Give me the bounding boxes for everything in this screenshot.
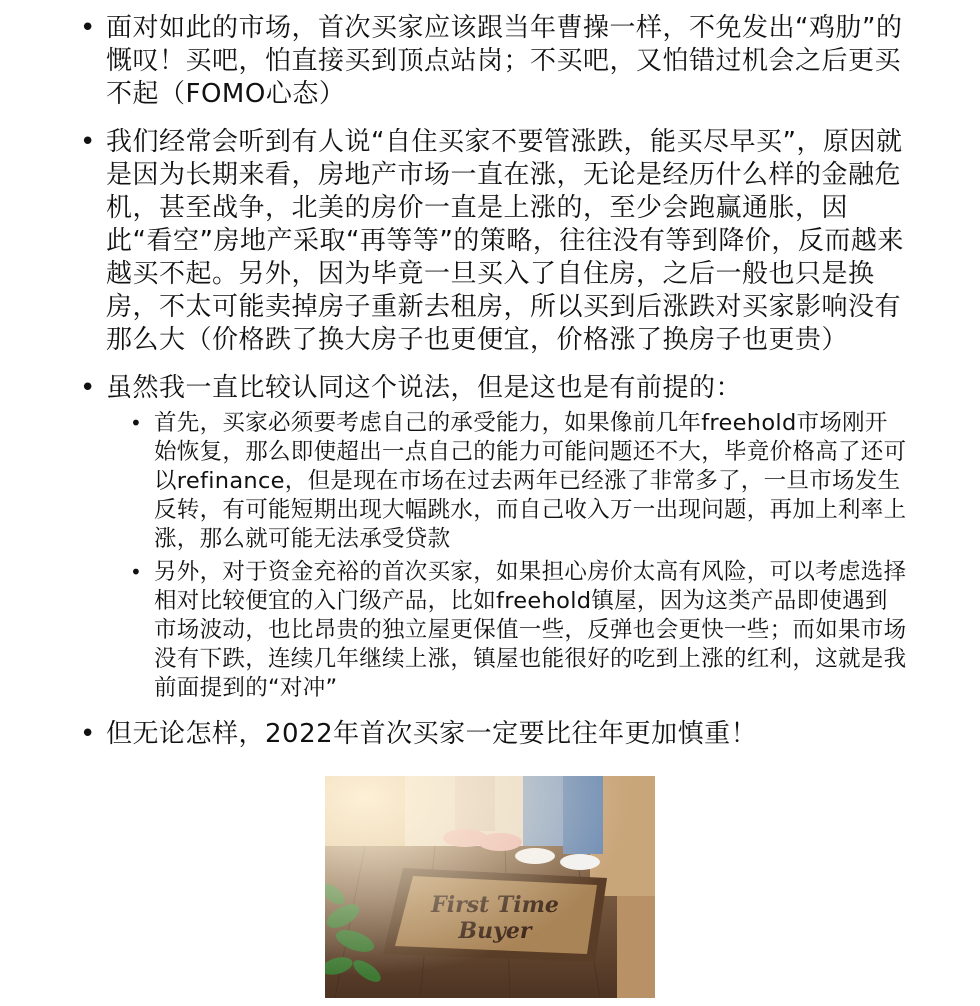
bullet-item-3 <box>0 372 980 703</box>
bullet-dot: • <box>80 719 96 749</box>
bullet-text: 但无论怎样，2022年首次买家一定要比往年更加慎重！ <box>106 719 758 749</box>
bullet-item-2 <box>0 126 980 357</box>
bullet-item-1 <box>0 12 980 111</box>
sub-bullet-text: 另外，对于资金充裕的首次买家，如果担心房价太高有风险，可以考虑选择相对比较便宜的入门级产品，比如freehold镇屋，因为这类产品即使遇到市场波动，也比昂贵的独立屋更保值一些，反弹也会更快一些；而如果市场没有下跌，连续几年继续上涨，镇屋也能很好的吃到上涨的红利，这就是我前面提到的“对冲” <box>154 559 907 701</box>
sub-bullet-text: 首先，买家必须要考虑自己的承受能力，如果像前几年freehold市场刚开始恢复，那么即使超出一点自己的能力可能问题还不大，毕竟价格高了还可以refinance，但是现在市场在过去两年已经涨了非常多了，一旦市场发生反转，有可能短期出现大幅跳水，而自己收入万一出现问题，再加上利率上涨，那么就可能无法承受贷款 <box>154 410 907 552</box>
bullet-dot: • <box>80 373 96 403</box>
first-time-buyer-photo <box>325 776 655 998</box>
bullet-dot: • <box>80 13 96 43</box>
sub-bullet-item-1 <box>106 409 910 554</box>
sub-bullet-dot: • <box>130 560 143 584</box>
sunlight-glow <box>325 776 655 998</box>
sub-bullet-list <box>106 409 910 703</box>
bullet-text: 面对如此的市场，首次买家应该跟当年曹操一样，不免发出“鸡肋”的慨叹！买吧，怕直接买到顶点站岗；不买吧，又怕错过机会之后更买不起（FOMO心态） <box>106 13 903 109</box>
sub-bullet-dot: • <box>130 411 143 435</box>
sub-bullet-item-2 <box>106 558 910 703</box>
bullet-text: 虽然我一直比较认同这个说法，但是这也是有前提的： <box>106 373 743 403</box>
bullet-item-4 <box>0 718 980 751</box>
bullet-dot: • <box>80 127 96 157</box>
doormat-illustration <box>325 776 655 998</box>
bullet-list <box>0 12 980 766</box>
bullet-text: 我们经常会听到有人说“自住买家不要管涨跌，能买尽早买”，原因就是因为长期来看，房地产市场一直在涨，无论是经历什么样的金融危机，甚至战争，北美的房价一直是上涨的，至少会跑赢通胀，因此“看空”房地产采取“再等等”的策略，往往没有等到降价，反而越来越买不起。另外，因为毕竟一旦买入了自住房，之后一般也只是换房，不太可能卖掉房子重新去租房，所以买到后涨跌对买家影响没有那么大（价格跌了换大房子也更便宜，价格涨了换房子也更贵） <box>106 127 904 355</box>
